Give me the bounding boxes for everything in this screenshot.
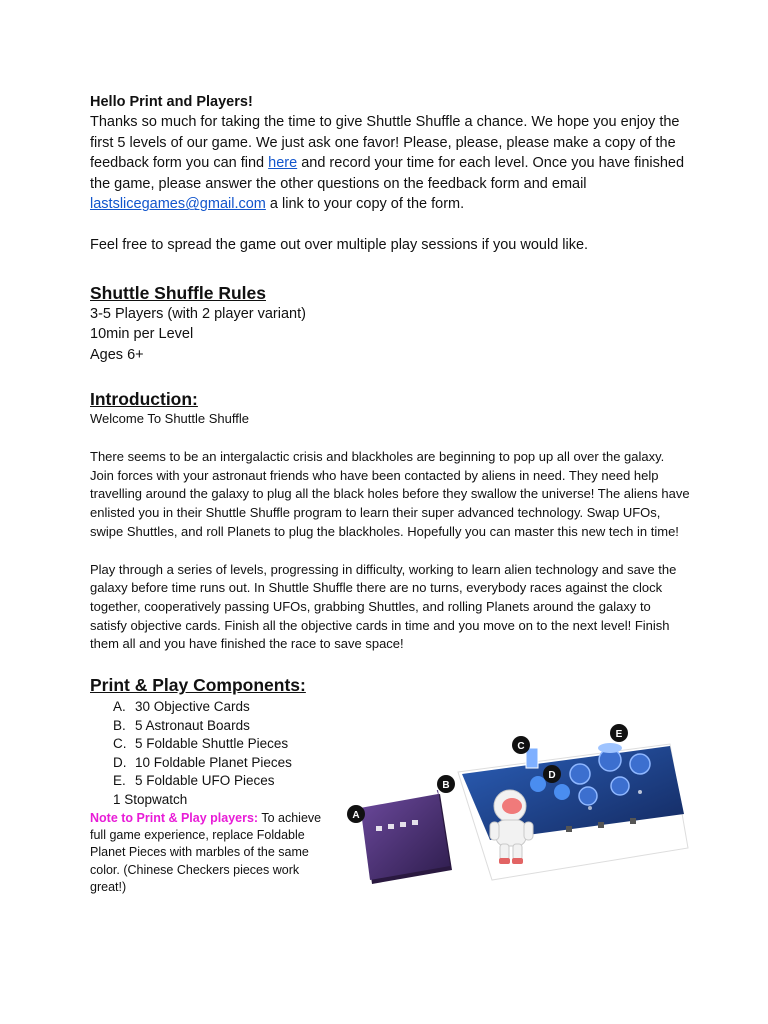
gameplay-paragraph: Play through a series of levels, progressing in difficulty, working to learn alien technology and save the galaxy before time runs out. In Shuttle Shuffle there are no turns, everybody races against the clock together, cooperatively passing UFOs, grabbing Shuttles, and rolling Planets around the galaxy to satisfy objective cards. Finish all the objective cards in time and you move on to the next level! Finish them all and you have finished the race to save space! [90, 561, 677, 652]
svg-text:C: C [517, 741, 525, 752]
intro-text-2: and record your time for each level. Once you have finished the game, please answer the other questions on the feedback form and email [90, 155, 685, 192]
list-item: B. 5 Astronaut Boards [113, 717, 250, 733]
components-illustration [340, 722, 696, 894]
player-count: 3-5 Players (with 2 player variant) [90, 305, 306, 322]
note-text: To achieve full game experience, replace Foldable Planet Pieces with marbles of the same color. (Chinese Checkers pieces work great!) [90, 810, 322, 895]
welcome-line: Welcome To Shuttle Shuffle [90, 411, 249, 427]
svg-text:B: B [442, 780, 450, 791]
list-item: E. 5 Foldable UFO Pieces [113, 773, 275, 789]
rules-heading: Shuttle Shuffle Rules [90, 282, 266, 303]
introduction-heading: Introduction: [90, 389, 198, 410]
components-heading: Print & Play Components: [90, 675, 306, 696]
stopwatch-item: 1 Stopwatch [113, 792, 188, 808]
list-item: C. 5 Foldable Shuttle Pieces [113, 736, 289, 752]
note-label: Note to Print & Play players: [90, 810, 259, 825]
email-link[interactable]: lastslicegames@gmail.com [90, 196, 266, 213]
play-time: 10min per Level [90, 326, 194, 343]
callout-a [347, 805, 365, 823]
feedback-form-link[interactable]: here [268, 155, 298, 172]
play-sessions-paragraph: Feel free to spread the game out over multiple play sessions if you would like. [90, 236, 589, 253]
svg-text:A: A [352, 810, 360, 821]
intro-text-3: a link to your copy of the form. [265, 196, 465, 213]
list-item: A. 30 Objective Cards [113, 699, 250, 715]
story-paragraph: There seems to be an intergalactic crisis and blackholes are beginning to pop up all over the galaxy. Join forces with your astronaut friends who have been contacted by aliens in need. They need help travelling around the galaxy to plug all the black holes before they swallow the universe! The aliens have enlisted you in their Shuttle Shuffle program to learn their super advanced technology. Swap UFOs, swipe Shuttles, and roll Planets to plug the blackholes. Hopefully you can master this new tech in time! [90, 449, 690, 539]
astronaut-board [458, 743, 688, 880]
objective-card-stack [358, 788, 452, 884]
age-range: Ages 6+ [90, 346, 144, 363]
callout-c [512, 736, 530, 754]
svg-text:E: E [615, 729, 623, 740]
callout-e [610, 724, 628, 742]
callout-b [437, 775, 455, 793]
intro-text-1: Thanks so much for taking the time to give Shuttle Shuffle a chance. We hope you enjoy the first 5 levels of our game. We just ask one favor! Please, please, please make a copy of the feedback form you can find [90, 114, 680, 172]
print-play-note [90, 810, 325, 897]
list-item: D. 10 Foldable Planet Pieces [113, 754, 292, 770]
callout-d [543, 765, 561, 783]
intro-paragraph [90, 112, 690, 215]
greeting-heading: Hello Print and Players! [90, 94, 253, 110]
svg-text:D: D [548, 770, 556, 781]
